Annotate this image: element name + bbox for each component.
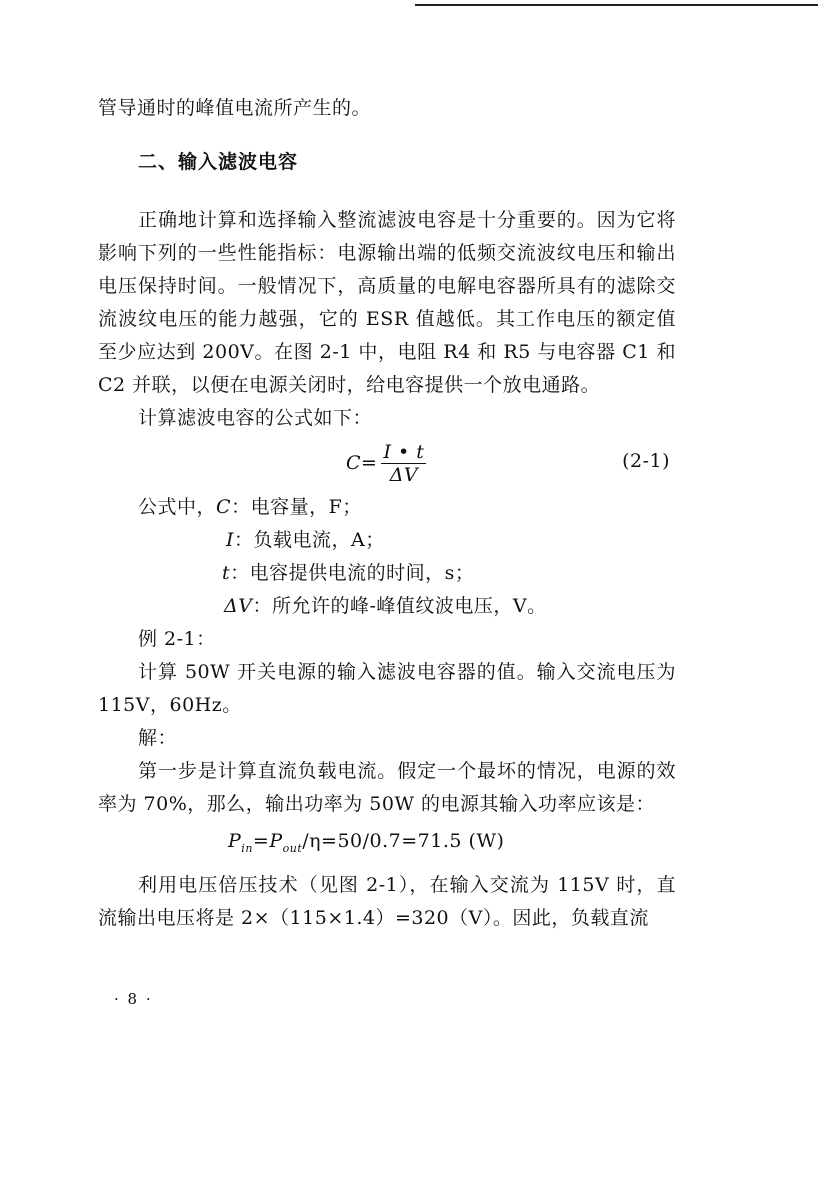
formula-p: P: [228, 830, 242, 852]
formula-eq: =: [252, 830, 270, 852]
definition-row: [98, 557, 676, 590]
header-rule: [415, 4, 818, 6]
def-text: ：电容量，F；: [231, 496, 362, 518]
def-symbol: C: [216, 496, 232, 518]
def-text: ：电容提供电流的时间，s；: [230, 562, 475, 584]
formula-p2: P: [269, 830, 283, 852]
formula-rest: /η=50/0.7=71.5 (W): [302, 830, 505, 852]
def-symbol: ΔV: [224, 595, 253, 617]
page-body: [98, 92, 676, 935]
formula-sub-out: out: [282, 841, 303, 855]
definitions-intro: 公式中，: [138, 496, 217, 518]
def-text: ：所允许的峰-峰值纹波电压，V。: [252, 595, 547, 617]
def-text: ：负载电流，A；: [234, 529, 385, 551]
definition-row: [98, 590, 676, 623]
def-symbol: I: [226, 529, 235, 551]
formula-numerator: I • t: [383, 441, 425, 463]
formula-2-1: [98, 435, 676, 491]
solution-label: 解：: [138, 727, 178, 749]
example-text: 计算 50W 开关电源的输入滤波电容器的值。输入交流电压为 115V，60Hz。: [98, 661, 676, 716]
example-label: 例 2-1：: [138, 628, 216, 650]
section-heading: 二、输入滤波电容: [138, 151, 299, 173]
definition-row: [98, 491, 676, 524]
paragraph-1: 正确地计算和选择输入整流滤波电容是十分重要的。因为它将影响下列的一些性能指标：电源输出端的低频交流波纹电压和输出电压保持时间。一般情况下，高质量的电解电容器所具有的滤除交流波纹电压的能力越强，它的 ESR 值越低。其工作电压的额定值至少应达到 200V。在图 2-1 中，电阻 R4 和 R5 与电容器 C1 和 C2 并联，以便在电源关闭时，给电容提供一个放电通路。: [98, 209, 676, 396]
lead-text: 管导通时的峰值电流所产生的。: [98, 97, 372, 119]
paragraph-3: 利用电压倍压技术（见图 2-1），在输入交流为 115V 时，直流输出电压将是 2×（115×1.4）=320（V）。因此，负载直流: [98, 873, 676, 929]
paragraph-2: 第一步是计算直流负载电流。假定一个最坏的情况，电源的效率为 70%，那么，输出功率为 50W 的电源其输入功率应该是：: [98, 760, 676, 815]
definition-row: [98, 524, 676, 557]
formula-sub-in: in: [241, 841, 253, 855]
equation-number: (2-1): [622, 450, 670, 472]
formula-intro: 计算滤波电容的公式如下：: [138, 407, 373, 429]
page-number: · 8 ·: [114, 990, 153, 1008]
formula-power: [98, 825, 676, 865]
formula-denominator: ΔV: [389, 464, 419, 486]
formula-lhs: C=: [346, 452, 378, 474]
def-symbol: t: [222, 562, 231, 584]
